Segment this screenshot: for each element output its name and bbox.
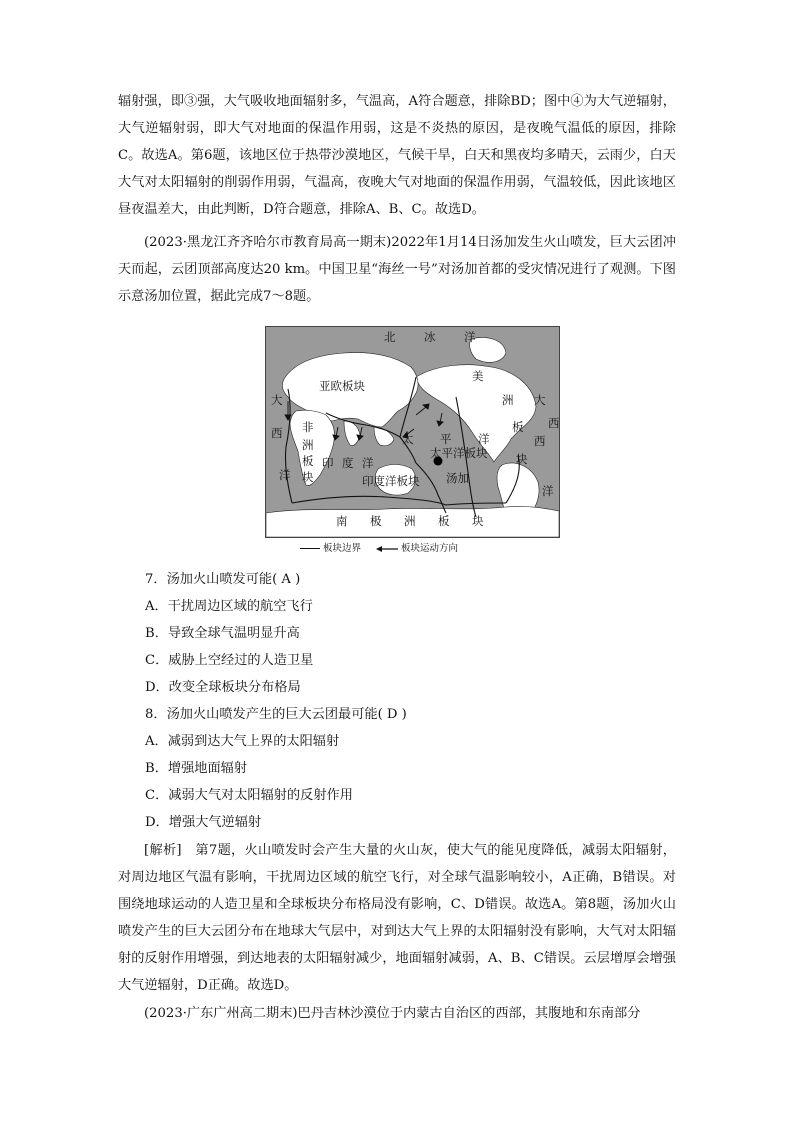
question-7-stem: 7．汤加火山喷发可能( A ) — [145, 572, 301, 587]
label-da-east: 大 — [534, 393, 546, 407]
intro-paragraph: (2023·黑龙江齐齐哈尔市教育局高一期末)2022年1月14日汤加发生火山喷发，巨大云团冲天而起，云团顶部高度达20 km。中国卫星“海丝一号”对汤加首都的受灾情况进行了观测。下图示意汤加位置，据此完成7～8题。 — [118, 235, 676, 304]
label-mei: 美 — [472, 369, 484, 383]
label-yang-north: 洋 — [464, 330, 476, 344]
label-fei: 非 — [302, 420, 314, 434]
question-8-option-c: C．减弱大气对太阳辐射的反射作用 — [145, 788, 353, 803]
analysis-paragraph: [解析] 第7题，火山喷发时会产生大量的火山灰，使大气的能见度降低，减弱太阳辐射，对周边地区气温有影响，干扰周边区域的航空飞行，对全球气温影响较小，A正确，B错误。对围绕地球运动的人造卫星和全球板块分布格局没有影响，C、D错误。故选A。第8题，汤加火山喷发产生的巨大云团分布在地球大气层中，对到达大气上界的太阳辐射没有影响，大气对太阳辐射的反射作用增强，到达地表的太阳辐射减少，地面辐射减弱，A、B、C错误。云层增厚会增强大气逆辐射，D正确。故选D。 — [118, 843, 676, 993]
label-nan: 南 — [336, 514, 348, 528]
tonga-location-map — [265, 326, 560, 538]
legend-boundary-line — [300, 548, 320, 549]
label-yang-east: 洋 — [542, 484, 554, 498]
india-landmass — [344, 421, 360, 446]
label-tonga: 汤加 — [446, 471, 469, 485]
bottom-paragraph: (2023·广东广州高二期末)巴丹吉林沙漠位于内蒙古自治区的西部，其腹地和东南部分 — [144, 1006, 641, 1021]
label-yang-indian: 洋 — [362, 456, 374, 470]
label-tai: 太 — [402, 432, 414, 446]
label-da-west: 大 — [271, 393, 283, 407]
label-ping: 平 — [440, 432, 452, 446]
question-8-option-b: B．增强地面辐射 — [145, 761, 248, 776]
question-7-option-c: C．威胁上空经过的人造卫星 — [145, 653, 314, 668]
label-yang-west: 洋 — [279, 468, 291, 482]
label-eurasia-plate: 亚欧板块 — [319, 379, 365, 393]
legend-direction-text: 板块运动方向 — [401, 543, 459, 554]
label-yang-pacific: 洋 — [478, 432, 490, 446]
label-yin: 印 — [322, 456, 334, 470]
label-ji: 极 — [370, 514, 382, 528]
label-indian-plate: 印度洋板块 — [362, 474, 420, 488]
label-kuai3: 块 — [472, 514, 484, 528]
label-bing: 冰 — [424, 330, 436, 344]
label-pacific-plate: 太平洋板块 — [430, 446, 488, 460]
label-kuai2: 块 — [302, 470, 314, 484]
label-ban3: 板 — [438, 514, 450, 528]
label-xi-west: 西 — [271, 426, 283, 440]
label-kuai-east: 块 — [516, 452, 528, 466]
question-8-option-d: D．增强大气逆辐射 — [145, 815, 262, 830]
label-north: 北 — [384, 330, 396, 344]
label-zhou2: 洲 — [302, 438, 314, 452]
label-xi2-east: 西 — [548, 416, 560, 430]
question-7-option-b: B．导致全球气温明显升高 — [145, 626, 300, 641]
question-7-option-a: A．干扰周边区域的航空飞行 — [145, 599, 313, 614]
label-xi-east: 西 — [534, 434, 546, 448]
label-du: 度 — [342, 456, 354, 470]
question-8-option-a: A．减弱到达大气上界的太阳辐射 — [145, 734, 340, 749]
map-legend — [300, 540, 458, 554]
question-8-stem: 8．汤加火山喷发产生的巨大云团最可能( D ) — [145, 707, 407, 722]
top-paragraph: 辐射强，即③强，大气吸收地面辐射多，气温高，A符合题意，排除BD；图中④为大气逆辐射，大气逆辐射弱，即大气对地面的保温作用弱，这是不炎热的原因，是夜晚气温低的原因，排除C。故选A。第6题，该地区位于热带沙漠地区，气候干旱，白天和黑夜均多晴天，云雨少，白天大气对太阳辐射的削弱作用弱，气温高，夜晚大气对地面的保温作用弱，气温较低，因此该地区昼夜温差大，由此判断，D符合题意，排除A、B、C。故选D。 — [118, 94, 676, 217]
label-ban-east: 板 — [512, 420, 524, 434]
label-ban2: 板 — [302, 454, 314, 468]
question-7-option-d: D．改变全球板块分布格局 — [145, 680, 301, 695]
legend-arrow-icon — [376, 545, 398, 553]
label-zhou: 洲 — [502, 393, 514, 407]
legend-boundary-text: 板块边界 — [323, 543, 362, 554]
label-zhou3: 洲 — [404, 514, 416, 528]
